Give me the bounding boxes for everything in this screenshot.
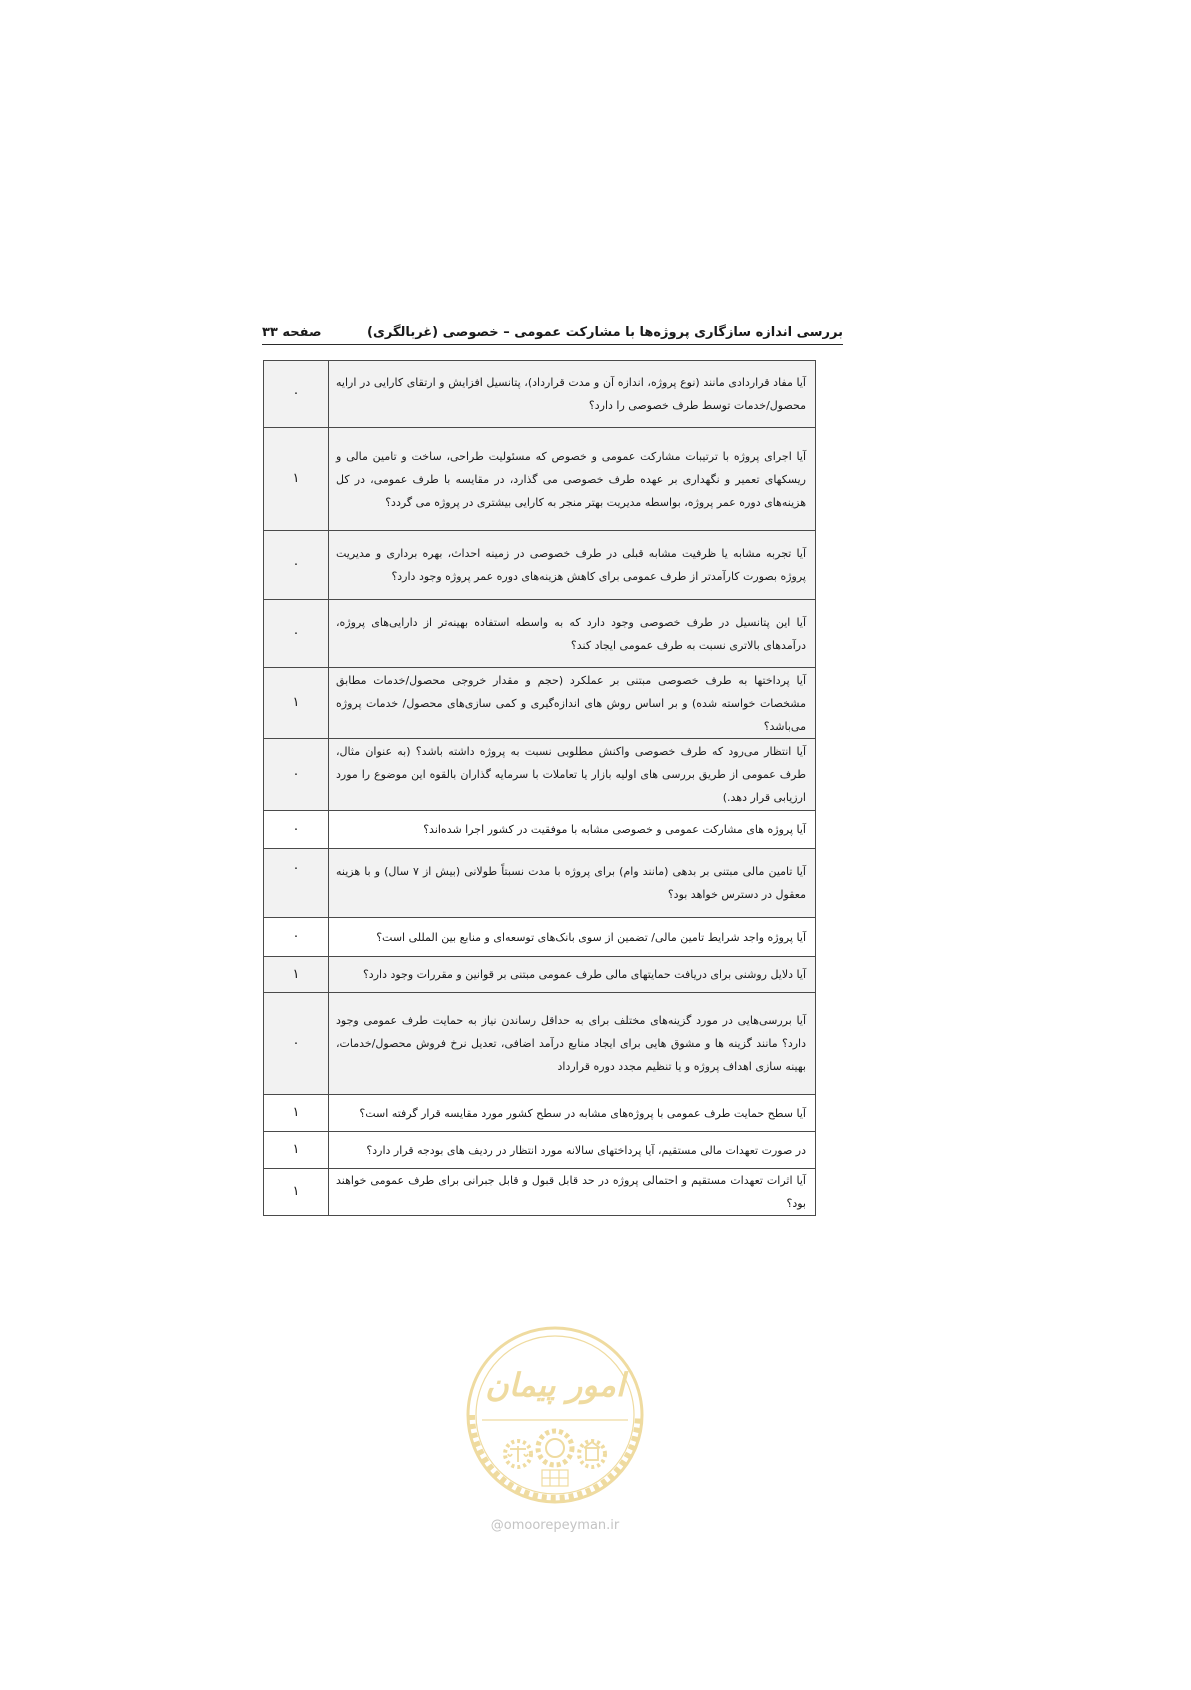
logo-rings xyxy=(468,1328,642,1502)
question-cell: در صورت تعهدات مالی مستقیم، آیا پرداختهای سالانه مورد انتظار در ردیف های بودجه قرار دارد؟ xyxy=(329,1132,816,1169)
question-cell: آیا این پتانسیل در طرف خصوصی وجود دارد که به واسطه استفاده بهینه‌تر از دارایی‌های پروژه، درآمدهای بالاتری نسبت به طرف عمومی ایجاد کند؟ xyxy=(329,600,816,668)
table-row xyxy=(264,1169,816,1216)
table-row xyxy=(264,918,816,957)
table-row xyxy=(264,428,816,531)
logo-watermark xyxy=(460,1320,650,1510)
table-row xyxy=(264,600,816,668)
page-header xyxy=(262,323,843,345)
page-number: صفحه ۳۳ xyxy=(262,325,322,340)
score-cell: ۰ xyxy=(264,361,329,428)
table-row xyxy=(264,957,816,993)
checklist-table xyxy=(263,360,816,1216)
score-cell: ۱ xyxy=(264,957,329,993)
question-cell: آیا تامین مالی مبتنی بر بدهی (مانند وام) برای پروژه با مدت نسبتاً طولانی (بیش از ۷ سال) و با هزینه معقول در دسترس خواهد بود؟ xyxy=(329,849,816,918)
score-cell: ۰ xyxy=(264,811,329,849)
score-cell: ۱ xyxy=(264,1095,329,1132)
question-cell: آیا پروژه های مشارکت عمومی و خصوصی مشابه با موفقیت در کشور اجرا شده‌اند؟ xyxy=(329,811,816,849)
score-cell: ۰ xyxy=(264,993,329,1095)
question-cell: آیا بررسی‌هایی در مورد گزینه‌های مختلف برای به حداقل رساندن نیاز به حمایت طرف عمومی وجود دارد؟ مانند گزینه ها و مشوق هایی برای ایجاد منابع درآمد اضافی، تعدیل نرخ فروش محصول/خدمات، بهینه سازی اهداف پروژه و یا تنظیم مجدد دوره قرارداد xyxy=(329,993,816,1095)
table-row xyxy=(264,993,816,1095)
table-row xyxy=(264,1095,816,1132)
score-cell: ۰ xyxy=(264,600,329,668)
scale-icon xyxy=(508,1446,528,1462)
page-title: بررسی اندازه سازگاری پروژه‌ها با مشارکت عمومی – خصوصی (غربالگری) xyxy=(367,325,843,340)
table-row xyxy=(264,849,816,918)
score-cell: ۱ xyxy=(264,1169,329,1216)
question-cell: آیا پرداختها به طرف خصوصی مبتنی بر عملکرد (حجم و مقدار خروجی محصول/خدمات مطابق مشخصات خواسته شده) و بر اساس روش های اندازه‌گیری و کمی سازی‌های محصول/ خدمات پروژه می‌باشد؟ xyxy=(329,668,816,739)
question-cell: آیا انتظار می‌رود که طرف خصوصی واکنش مطلوبی نسبت به پروژه داشته باشد؟ (به عنوان مثال، طرف عمومی از طریق بررسی های اولیه بازار یا تعاملات با سرمایه گذاران بالقوه این موضوع را مورد ارزیابی قرار دهد.) xyxy=(329,739,816,811)
question-cell: آیا سطح حمایت طرف عمومی با پروژه‌های مشابه در سطح کشور مورد مقایسه قرار گرفته است؟ xyxy=(329,1095,816,1132)
watermark-url: @omoorepeyman.ir xyxy=(490,1518,620,1533)
table-row xyxy=(264,739,816,811)
table-row xyxy=(264,361,816,428)
table-row xyxy=(264,811,816,849)
score-cell: ۱ xyxy=(264,668,329,739)
grid-icon xyxy=(542,1470,568,1486)
score-cell: ۰ xyxy=(264,849,329,918)
logo-text: امور پیمان xyxy=(485,1366,625,1404)
question-cell: آیا مفاد قراردادی مانند (نوع پروژه، اندازه آن و مدت قرارداد)، پتانسیل افزایش و ارتقای کارایی در ارایه محصول/خدمات توسط طرف خصوصی را دارد؟ xyxy=(329,361,816,428)
score-cell: ۰ xyxy=(264,918,329,957)
question-cell: آیا پروژه واجد شرایط تامین مالی/ تضمین از سوی بانک‌های توسعه‌ای و منابع بین المللی است؟ xyxy=(329,918,816,957)
score-cell: ۱ xyxy=(264,1132,329,1169)
question-cell: آیا دلایل روشنی برای دریافت حمایتهای مالی طرف عمومی مبتنی بر قوانین و مقررات وجود دارد؟ xyxy=(329,957,816,993)
table-row xyxy=(264,531,816,600)
score-cell: ۰ xyxy=(264,739,329,811)
question-cell: آیا اثرات تعهدات مستقیم و احتمالی پروژه در حد قابل قبول و قابل جبرانی برای طرف عمومی خواهند بود؟ xyxy=(329,1169,816,1216)
table-row xyxy=(264,668,816,739)
score-cell: ۱ xyxy=(264,428,329,531)
table-row xyxy=(264,1132,816,1169)
question-cell: آیا تجربه مشابه یا ظرفیت مشابه قبلی در طرف خصوصی در زمینه احداث، بهره برداری و مدیریت پروژه بصورت کارآمدتر از طرف عمومی برای کاهش هزینه‌های دوره عمر پروژه وجود دارد؟ xyxy=(329,531,816,600)
score-cell: ۰ xyxy=(264,531,329,600)
question-cell: آیا اجرای پروژه با ترتیبات مشارکت عمومی و خصوص که مسئولیت طراحی، ساخت و تامین مالی و ریسکهای تعمیر و نگهداری بر عهده طرف خصوصی می گذارد، در مقایسه با طرف عمومی، در کل هزینه‌های دوره عمر پروژه، بواسطه مدیریت بهتر منجر به کارایی بیشتری در پروژه می گردد؟ xyxy=(329,428,816,531)
building-icon xyxy=(584,1442,600,1460)
